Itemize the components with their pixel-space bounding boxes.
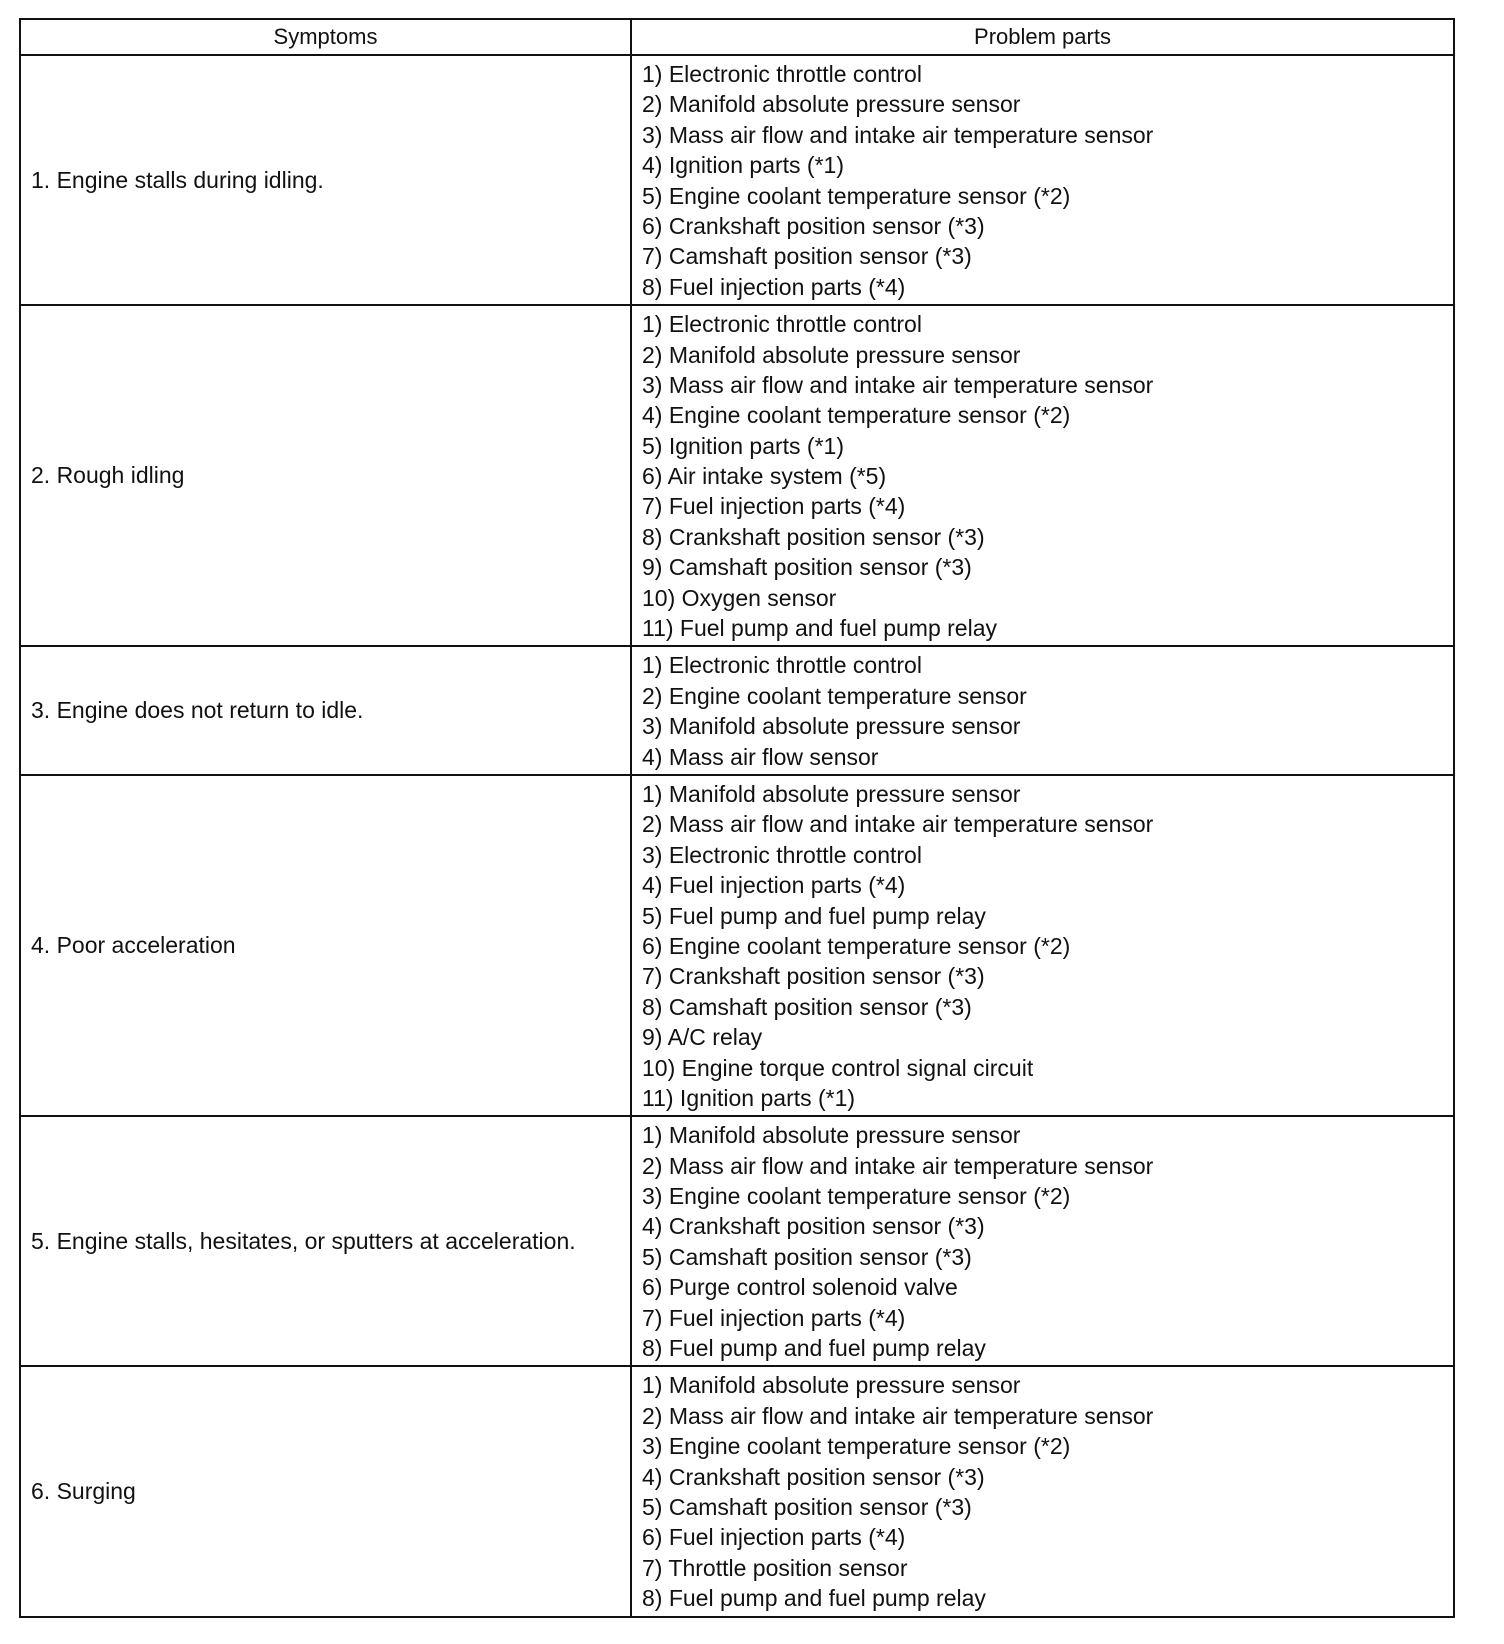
- symptom-cell: 5. Engine stalls, hesitates, or sputters at acceleration.: [20, 1116, 631, 1366]
- list-item: 8) Camshaft position sensor (*3): [642, 993, 972, 1020]
- list-item: 8) Fuel pump and fuel pump relay: [642, 1335, 986, 1362]
- list-item: 6) Fuel injection parts (*4): [642, 1524, 906, 1551]
- list-item: 6) Crankshaft position sensor (*3): [642, 212, 985, 239]
- list-item: 3) Electronic throttle control: [642, 841, 922, 868]
- list-item: 3) Engine coolant temperature sensor (*2): [642, 1183, 1071, 1210]
- table-row: [20, 305, 1454, 646]
- list-item: 2) Mass air flow and intake air temperature sensor: [642, 1152, 1154, 1179]
- header-row: [20, 19, 1454, 55]
- table-row: [20, 646, 1454, 775]
- symptom-cell: 3. Engine does not return to idle.: [20, 646, 631, 775]
- list-item: 1) Electronic throttle control: [642, 61, 922, 87]
- list-item: 3) Manifold absolute pressure sensor: [642, 713, 1021, 740]
- list-item: 5) Camshaft position sensor (*3): [642, 1243, 972, 1270]
- list-item: 1) Manifold absolute pressure sensor: [642, 780, 1021, 807]
- symptom-cell: 1. Engine stalls during idling.: [20, 55, 631, 305]
- list-item: 7) Crankshaft position sensor (*3): [642, 963, 985, 990]
- symptom-cell: 2. Rough idling: [20, 305, 631, 646]
- list-item: 7) Fuel injection parts (*4): [642, 493, 906, 520]
- list-item: 3) Mass air flow and intake air temperature sensor: [642, 371, 1154, 398]
- list-item: 8) Fuel injection parts (*4): [642, 273, 906, 300]
- list-item: 6) Engine coolant temperature sensor (*2): [642, 932, 1071, 959]
- list-item: 9) A/C relay: [642, 1024, 763, 1051]
- list-item: 11) Ignition parts (*1): [642, 1084, 856, 1111]
- list-item: 10) Engine torque control signal circuit: [642, 1054, 1034, 1081]
- list-item: 3) Mass air flow and intake air temperature sensor: [642, 121, 1154, 148]
- header-symptoms: Symptoms: [20, 19, 631, 55]
- list-item: 6) Purge control solenoid valve: [642, 1274, 958, 1301]
- list-item: 11) Fuel pump and fuel pump relay: [642, 615, 997, 642]
- list-item: 4) Crankshaft position sensor (*3): [642, 1213, 985, 1240]
- list-item: 5) Ignition parts (*1): [642, 432, 844, 459]
- problem-parts-cell: [631, 305, 1454, 646]
- list-item: 5) Engine coolant temperature sensor (*2): [642, 182, 1071, 209]
- list-item: 2) Mass air flow and intake air temperature sensor: [642, 1402, 1154, 1429]
- problem-parts-cell: [631, 775, 1454, 1116]
- problem-parts-cell: [631, 646, 1454, 775]
- symptom-cell: 4. Poor acceleration: [20, 775, 631, 1116]
- list-item: 1) Electronic throttle control: [642, 311, 922, 338]
- list-item: 6) Air intake system (*5): [642, 463, 887, 490]
- table-row: [20, 1366, 1454, 1616]
- list-item: 7) Fuel injection parts (*4): [642, 1304, 906, 1331]
- problem-parts-cell: [631, 1366, 1454, 1616]
- table-header: [20, 19, 1454, 55]
- list-item: 3) Engine coolant temperature sensor (*2): [642, 1433, 1071, 1460]
- list-item: 10) Oxygen sensor: [642, 584, 837, 611]
- list-item: 2) Mass air flow and intake air temperature sensor: [642, 811, 1154, 838]
- list-item: 8) Fuel pump and fuel pump relay: [642, 1585, 986, 1612]
- list-item: 5) Camshaft position sensor (*3): [642, 1493, 972, 1520]
- list-item: 4) Fuel injection parts (*4): [642, 872, 906, 899]
- problem-parts-cell: [631, 1116, 1454, 1366]
- list-item: 7) Throttle position sensor: [642, 1554, 908, 1581]
- table-body: [20, 55, 1454, 1617]
- list-item: 4) Crankshaft position sensor (*3): [642, 1463, 985, 1490]
- list-item: 1) Manifold absolute pressure sensor: [642, 1122, 1021, 1149]
- list-item: 8) Crankshaft position sensor (*3): [642, 523, 985, 550]
- list-item: 1) Manifold absolute pressure sensor: [642, 1372, 1021, 1399]
- list-item: 2) Engine coolant temperature sensor: [642, 682, 1027, 709]
- list-item: 4) Ignition parts (*1): [642, 152, 844, 179]
- table-row: [20, 1116, 1454, 1366]
- table-row: [20, 775, 1454, 1116]
- table-row: [20, 55, 1454, 305]
- list-item: 7) Camshaft position sensor (*3): [642, 243, 972, 270]
- header-problem-parts: Problem parts: [631, 19, 1454, 55]
- symptom-parts-table: [19, 18, 1455, 1618]
- list-item: 4) Mass air flow sensor: [642, 743, 879, 770]
- list-item: 5) Fuel pump and fuel pump relay: [642, 902, 986, 929]
- list-item: 2) Manifold absolute pressure sensor: [642, 341, 1021, 368]
- problem-parts-cell: [631, 55, 1454, 305]
- symptom-cell: 6. Surging: [20, 1366, 631, 1616]
- list-item: 9) Camshaft position sensor (*3): [642, 554, 972, 581]
- list-item: 1) Electronic throttle control: [642, 652, 922, 679]
- list-item: 2) Manifold absolute pressure sensor: [642, 91, 1021, 118]
- list-item: 4) Engine coolant temperature sensor (*2): [642, 402, 1071, 429]
